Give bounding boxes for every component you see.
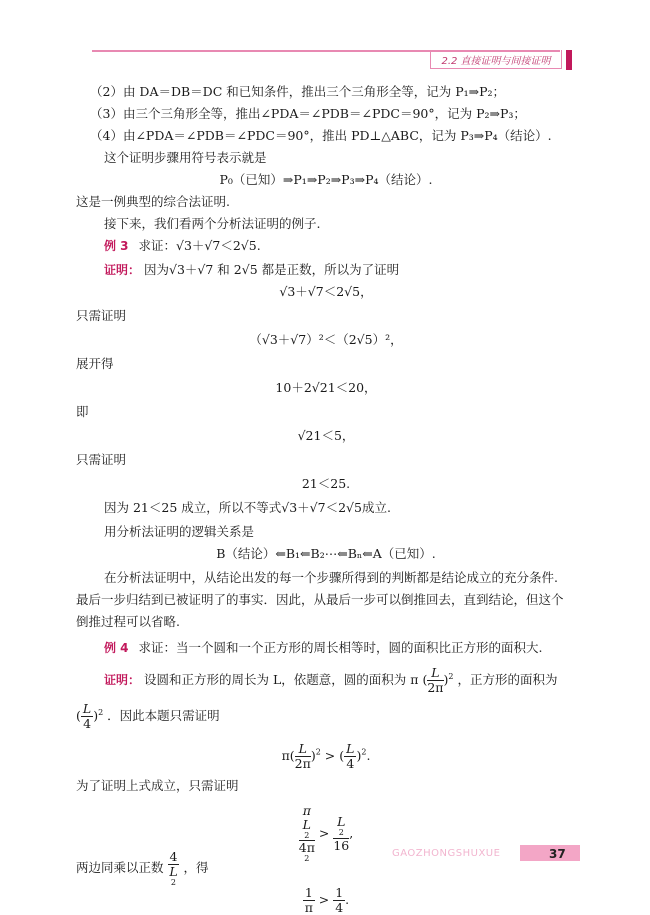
text-need-prove-2: 只需证明 — [76, 452, 127, 467]
formula-ineq-4: √21＜5， — [297, 428, 355, 443]
page-number: 37 — [549, 847, 566, 861]
proof-label-3: 证明： — [104, 263, 141, 277]
text-need-prove-3: ．因此本题只需证明 — [107, 707, 220, 723]
proof-3-row — [104, 264, 399, 277]
square-area-formula: ( $\frac{L}{4}$ )$^2$ — [76, 701, 104, 731]
formula-final: $\frac{1}{\pi}$ > $\frac{1}{4}$ . — [304, 885, 350, 915]
text-expand: 展开得 — [76, 356, 114, 371]
text-ie: 即 — [76, 404, 89, 419]
formula-b-chain: B（结论）⇐B₁⇐B₂⋯⇐Bₙ⇐A（已知）. — [216, 546, 436, 561]
fraction-4-over-l2: 4 L 2 — [169, 849, 178, 887]
text-line-4: 这个证明步骤用符号表示就是 — [104, 150, 267, 165]
text-conclusion-3: 因为 21＜25 成立，所以不等式√3＋√7＜2√5成立. — [104, 500, 391, 515]
example-3-statement: 求证：√3＋√7＜2√5. — [138, 238, 261, 253]
circle-area-formula: ( $\frac{L}{2\pi}$ )$^2$ — [422, 665, 454, 695]
text-multiply: 两边同乘以正数 — [76, 860, 164, 876]
formula-ineq-2: （√3＋√7）²＜（2√5）²， — [249, 332, 403, 347]
formula-area-compare: π( $\frac{L}{2\pi}$ )$^2$ > ( $\frac{L}{4}$ )$^2$. — [281, 741, 371, 771]
proof-4-text: 设圆和正方形的周长为 L，依题意，圆的面积为 π — [144, 671, 419, 687]
square-area-row — [76, 702, 220, 731]
proof-label-4: 证明： — [104, 672, 141, 687]
text-analysis-2: 最后一步归结到已被证明了的事实．因此，从最后一步可以倒推回去，直到结论，但这个 — [76, 592, 564, 607]
proof-4-text-b: ，正方形的面积为 — [457, 671, 558, 687]
formula-ineq-3: 10＋2√21＜20， — [275, 380, 377, 395]
formula-ineq-1: √3＋√7＜2√5， — [279, 284, 373, 299]
text-line-5: 这是一例典型的综合法证明. — [76, 194, 230, 209]
text-analysis-3: 倒推过程可以省略. — [76, 614, 180, 629]
text-line-1: （2）由 DA＝DB＝DC 和已知条件，推出三个三角形全等，记为 P₁⇒P₂； — [90, 84, 506, 99]
text-logic-relation: 用分析法证明的逻辑关系是 — [104, 524, 255, 539]
text-line-6: 接下来，我们看两个分析法证明的例子. — [104, 216, 321, 231]
header-section-title: 2.2 直接证明与间接证明 — [441, 55, 551, 67]
example-3-label: 例 3 — [104, 239, 129, 253]
header-section-box — [430, 50, 562, 69]
multiply-row — [76, 850, 208, 887]
text-get: ，得 — [183, 860, 209, 876]
text-to-prove-above: 为了证明上式成立，只需证明 — [76, 778, 239, 793]
text-line-3: （4）由∠PDA＝∠PDB＝∠PDC＝90°，推出 PD⊥△ABC，记为 P₃⇒P₄（结论）. — [90, 128, 552, 143]
example-4-statement: 求证：当一个圆和一个正方形的周长相等时，圆的面积比正方形的面积大. — [138, 640, 543, 655]
formula-area-reduced: π L 2 4π 2 > L 2 16 , — [298, 803, 354, 864]
example-3-row — [104, 240, 261, 253]
text-line-2: （3）由三个三角形全等，推出∠PDA＝∠PDB＝∠PDC＝90°，记为 P₂⇒P₃； — [90, 106, 526, 121]
formula-ineq-5: 21＜25. — [301, 476, 351, 491]
proof-4-row — [104, 666, 558, 695]
proof-3-text: 因为√3＋√7 和 2√5 都是正数，所以为了证明 — [144, 262, 400, 277]
header-accent-bar — [566, 50, 572, 70]
text-analysis-1: 在分析法证明中，从结论出发的每一个步骤所得到的判断都是结论成立的充分条件. — [104, 570, 558, 585]
formula-p-chain: P₀（已知）⇒P₁⇒P₂⇒P₃⇒P₄（结论）. — [219, 172, 433, 187]
example-4-row — [104, 642, 543, 655]
footer-brand: GAOZHONGSHUXUE — [392, 848, 501, 859]
text-need-prove-1: 只需证明 — [76, 308, 127, 323]
example-4-label: 例 4 — [104, 641, 129, 655]
